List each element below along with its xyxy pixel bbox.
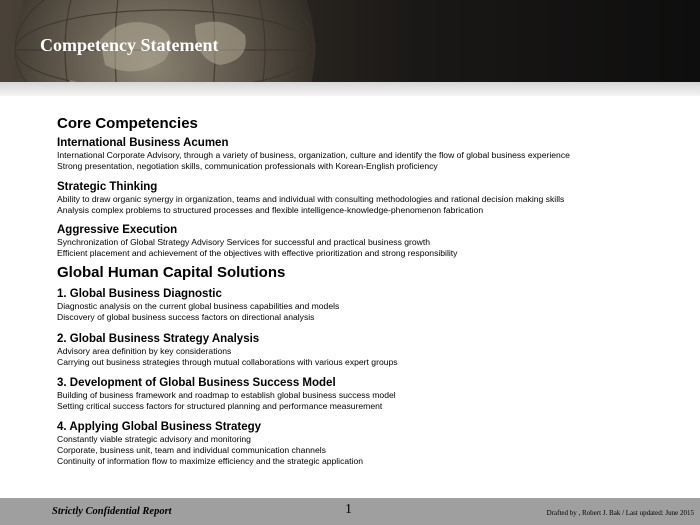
section-line: Continuity of information flow to maximize efficiency and the strategic application bbox=[57, 456, 364, 466]
footer-bar bbox=[0, 498, 700, 525]
author-update-note: Drafted by , Robert J. Bak / Last updated: June 2015 bbox=[546, 509, 694, 517]
section-title: 2. Global Business Strategy Analysis bbox=[57, 333, 260, 345]
header-divider bbox=[0, 82, 700, 96]
section-global-business-diagnostic bbox=[57, 288, 687, 323]
section-title: Aggressive Execution bbox=[57, 224, 178, 236]
section-line: Carrying out business strategies through mutual collaborations with various expert groups bbox=[57, 357, 398, 367]
section-international-business-acumen bbox=[57, 137, 687, 172]
page-number: 1 bbox=[345, 502, 352, 517]
section-line: Building of business framework and roadmap to establish global business success model bbox=[57, 390, 396, 400]
section-applying-strategy bbox=[57, 421, 687, 467]
section-line: Advisory area definition by key considerations bbox=[57, 346, 232, 356]
section-line: Ability to draw organic synergy in organization, teams and individual with consulting methodologies and rational decision making skills bbox=[57, 194, 565, 204]
page-title: Competency Statement bbox=[40, 35, 219, 55]
section-title: International Business Acumen bbox=[57, 137, 229, 149]
global-human-capital-heading: Global Human Capital Solutions bbox=[57, 264, 286, 281]
section-title: 4. Applying Global Business Strategy bbox=[57, 421, 262, 433]
section-aggressive-execution bbox=[57, 224, 687, 259]
section-title: Strategic Thinking bbox=[57, 181, 158, 193]
section-line: Diagnostic analysis on the current global business capabilities and models bbox=[57, 301, 340, 311]
section-line: Analysis complex problems to structured processes and flexible intelligence-knowledge-phenomenon fabrication bbox=[57, 205, 484, 215]
section-title: 1. Global Business Diagnostic bbox=[57, 288, 222, 300]
content bbox=[57, 115, 687, 467]
section-line: Corporate, business unit, team and individual communication channels bbox=[57, 445, 326, 455]
confidential-label: Strictly Confidential Report bbox=[52, 506, 172, 517]
section-title: 3. Development of Global Business Success Model bbox=[57, 377, 336, 389]
section-line: Constantly viable strategic advisory and monitoring bbox=[57, 434, 251, 444]
section-line: Synchronization of Global Strategy Advisory Services for successful and practical business growth bbox=[57, 237, 431, 247]
section-line: Strong presentation, negotiation skills, communication professionals with Korean-English proficiency bbox=[57, 161, 438, 171]
section-line: Discovery of global business success factors on directional analysis bbox=[57, 312, 315, 322]
core-competencies-heading: Core Competencies bbox=[57, 115, 198, 132]
section-line: Setting critical success factors for structured planning and performance measurement bbox=[57, 401, 383, 411]
section-strategic-thinking bbox=[57, 181, 687, 216]
section-global-business-strategy-analysis bbox=[57, 333, 687, 368]
section-line: Efficient placement and achievement of the objectives with effective prioritization and strong responsibility bbox=[57, 248, 458, 258]
section-line: International Corporate Advisory, through a variety of business, organization, culture and identify the flow of global business experience bbox=[57, 150, 570, 160]
header-banner bbox=[0, 0, 700, 82]
section-development-success-model bbox=[57, 377, 687, 412]
